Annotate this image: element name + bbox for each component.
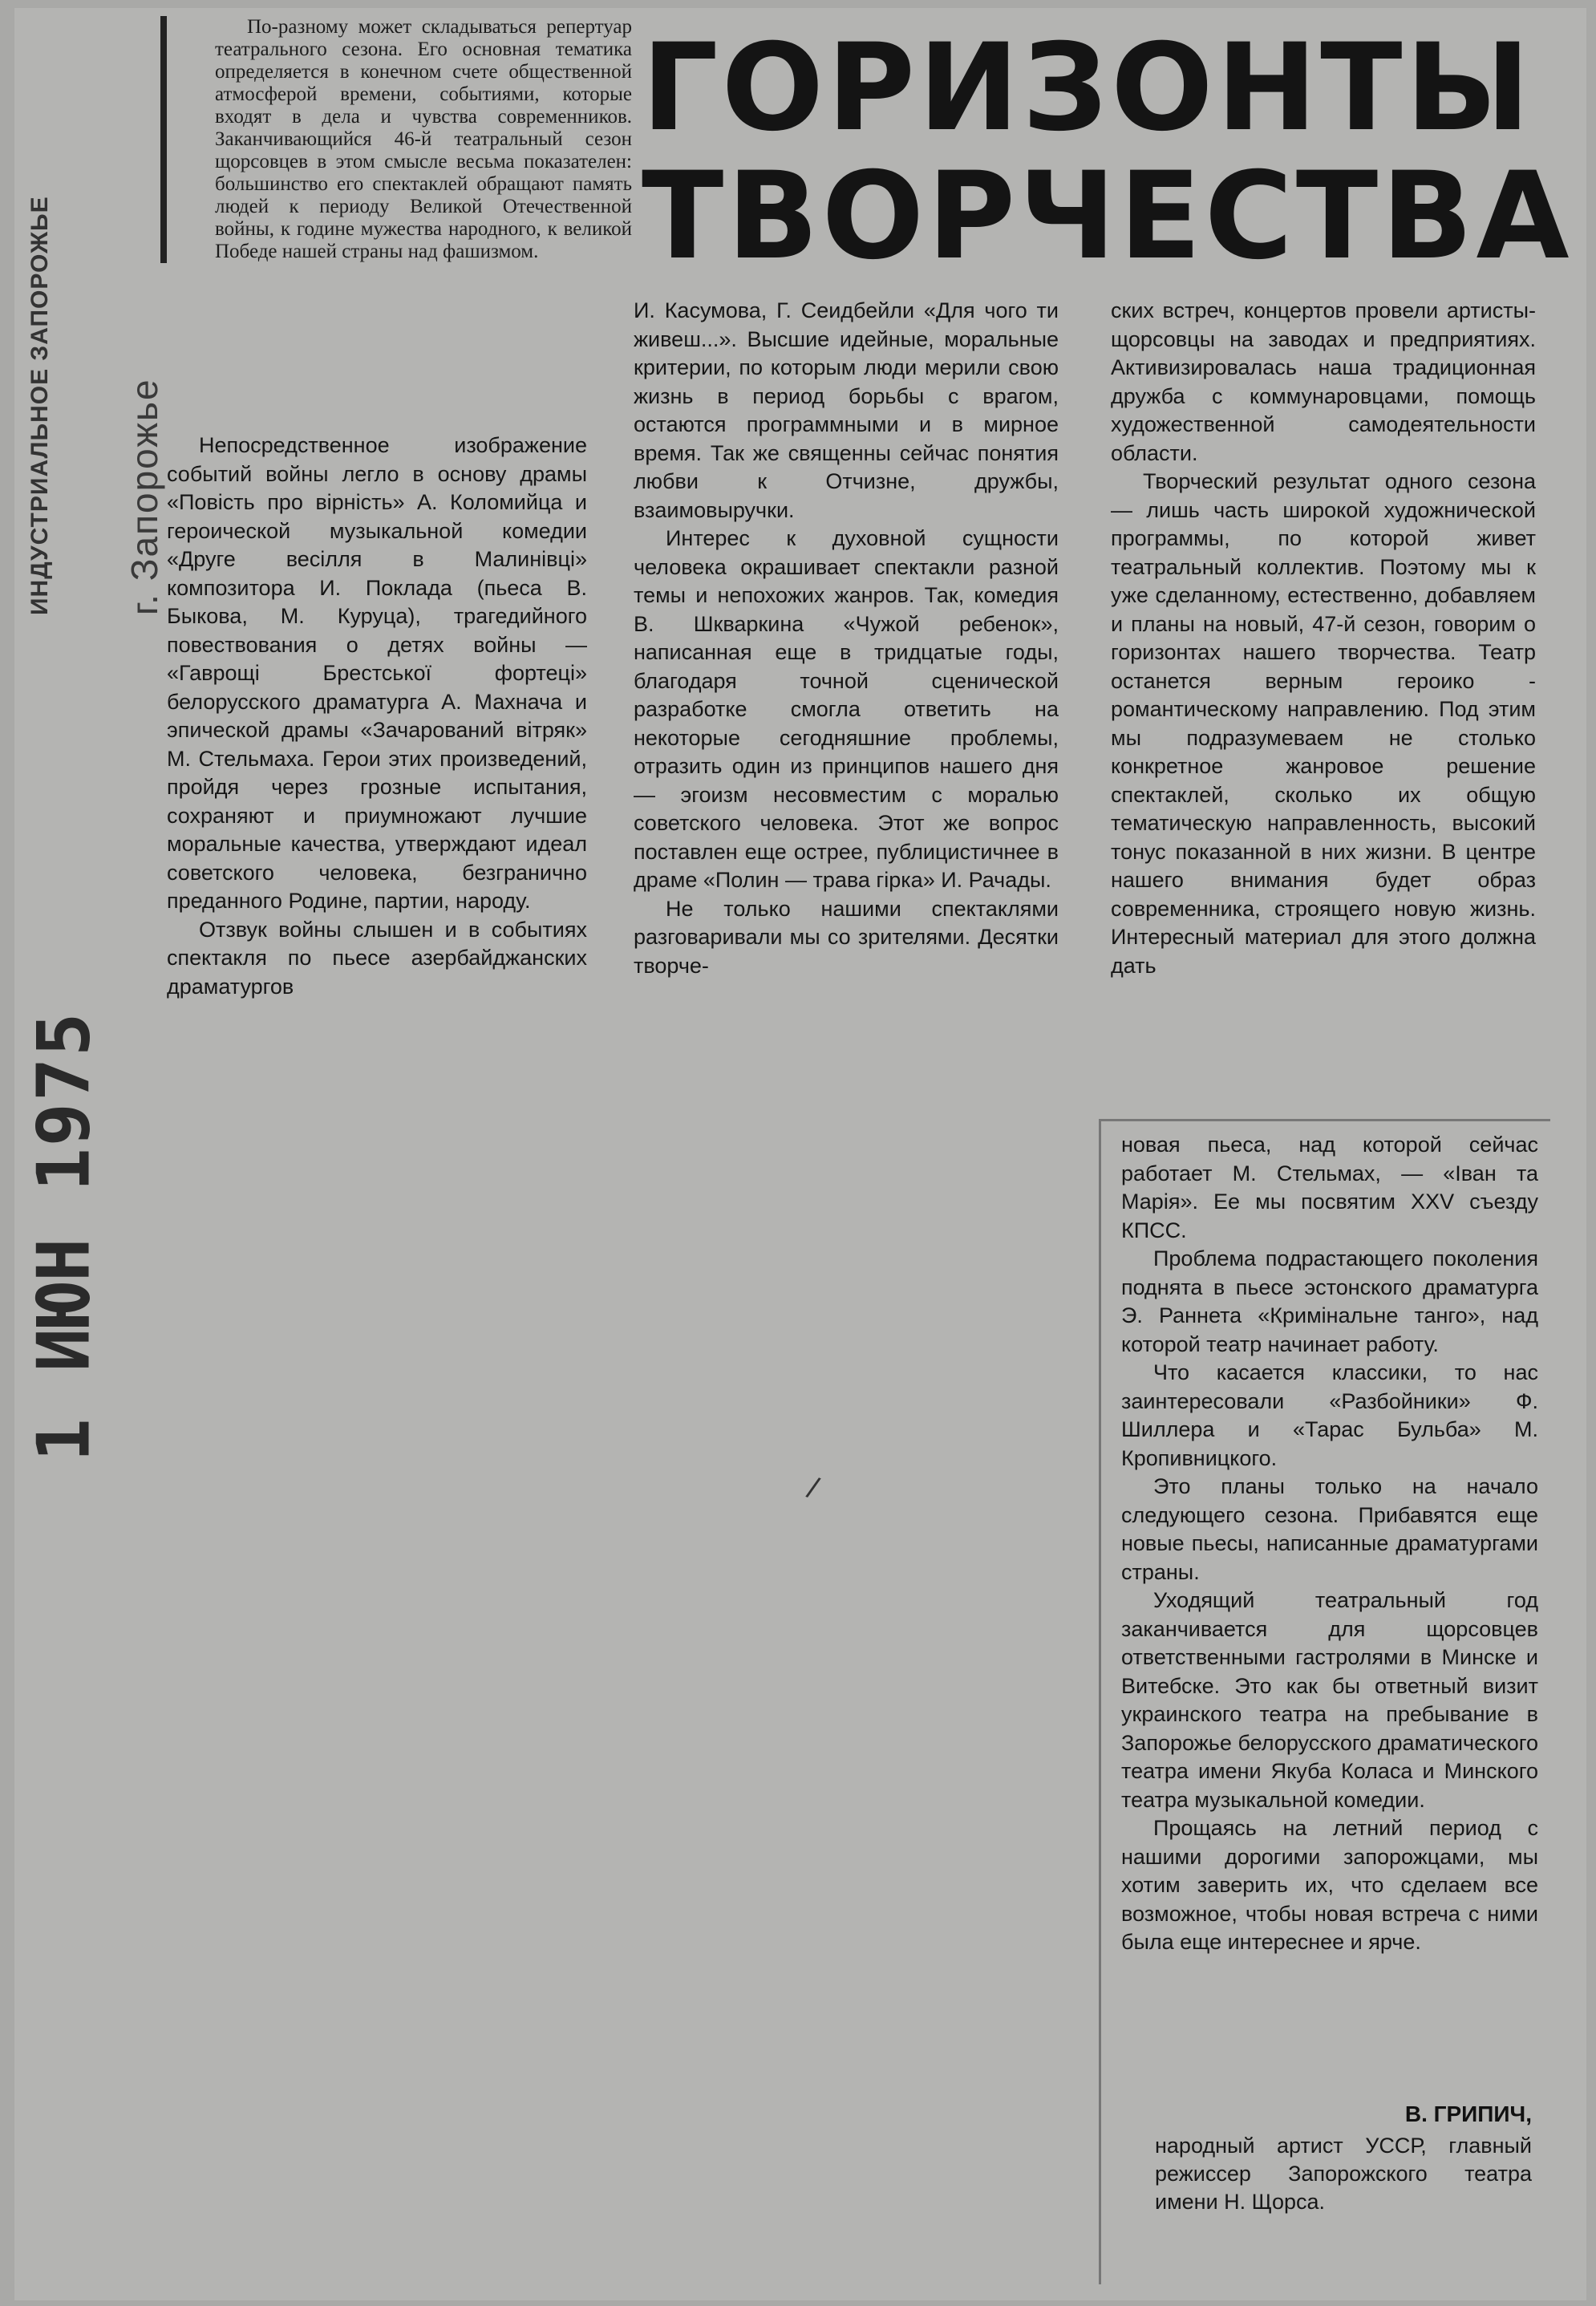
article-title [642, 18, 1573, 286]
source-stamp [26, 196, 165, 674]
paragraph: Творческий результат одного сезона — лишь часть широкой художнической программы, по которой живет театральный коллектив. Поэтому мы к уже сделанному, естественно, добавляем и планы на новый, 47-й сезон, говорим о горизонтах нашего творчества. Театр останется верным героико - романтическому направлению. Под этим мы подразумеваем не столько конкретное жанровое решение спектаклей, сколько их общую тематическую направленность, высокий тонус показанной в них жизни. В центре нашего внимания будет образ современника, строящего новую жизнь. Интересный материал для этого должна дать [1111, 469, 1536, 978]
paragraph: Что касается классики, то нас заинтересовали «Разбойники» Ф. Шиллера и «Тарас Бульба» М. Кропивницкого. [1121, 1360, 1538, 1470]
title-line-1: ГОРИЗОНТЫ [642, 18, 1533, 158]
paragraph: Отзвук войны слышен и в событиях спектакля по пьесе азербайджанских драматургов [167, 917, 587, 999]
paragraph: Это планы только на начало следующего сезона. Прибавятся еще новые пьесы, написанные драматургами страны. [1121, 1474, 1538, 1584]
pen-mark: / [803, 1471, 823, 1506]
paragraph: ских встреч, концертов провели артисты-щорсовцы на заводах и предприятиях. Активизировалась наша традиционная дружба с коммунаровцами, помощь художественной самодеятельности области. [1111, 298, 1536, 465]
paragraph: Уходящий театральный год заканчивается для щорсовцев ответственными гастролями в Минске и Витебске. Это как бы ответный визит украинского театра на пребывание в Запорожье белорусского драматического театра имени Якуба Коласа и Минского театра музыкальной комедии. [1121, 1588, 1538, 1812]
author-title: народный артист УССР, главный режиссер Запорожского театра имени Н. Щорса. [1155, 2134, 1532, 2214]
paragraph: И. Касумова, Г. Сеидбейли «Для чого ти живеш...». Высшие идейные, моральные критерии, по которым люди мерили свою жизнь в период борьбы с врагом, остаются программными и в мирное время. Так же священны сейчас понятия любви к Отчизне, дружбы, взаимовыручки. [634, 298, 1059, 522]
city-name: г. Запорожье [124, 378, 165, 615]
paragraph: Проблема подрастающего поколения поднята в пьесе эстонского драматурга Э. Раннета «Кримінальне танго», над которой театр начинает работу. [1121, 1246, 1538, 1356]
author-name: В. ГРИПИЧ, [1404, 2101, 1532, 2126]
column-1 [167, 432, 587, 1001]
column-3 [1111, 297, 1536, 980]
paragraph: новая пьеса, над которой сейчас работает М. Стельмах, — «Іван та Марія». Ее мы посвятим XXV съезду КПСС. [1121, 1133, 1538, 1242]
paragraph: Непосредственное изображение событий войны легло в основу драмы «Повість про вірність» А. Коломийца и героической музыкальной комедии «Друге весілля в Малинівці» композитора И. Поклада (пьеса В. Быкова, М. Куруца), трагедийного повествования о детях войны — «Гаврощі Брестської фортеці» белорусского драматурга А. Махнача и эпической драмы «Зачарований вітряк» М. Стельмаха. Герои этих произведений, пройдя через грозные испытания, сохраняют и приумножают лучшие моральные качества, утверждают идеал советского человека, безгранично преданного Родине, партии, народу. [167, 433, 587, 913]
title-line-2: ТВОРЧЕСТВА [642, 147, 1573, 286]
paragraph: Не только нашими спектаклями разговаривали мы со зрителями. Десятки творче- [634, 896, 1059, 978]
paragraph: Интерес к духовной сущности человека окрашивает спектакли разной темы и непохожих жанров. Так, комедия В. Шкваркина «Чужой ребенок», написанная еще в тридцатые годы, благодаря точной сценической разработке смогла ответить на некоторые сегодняшние проблемы, отразить один из принципов нашего дня — эгоизм несовместим с моралью советского человека. Этот же вопрос поставлен еще острее, публицистичнее в драме «Полин — трава гірка» И. Рачады. [634, 526, 1059, 892]
date-stamp: 1 ИЮН 1975 [22, 1011, 107, 1462]
publication-name: ИНДУСТРИАЛЬНОЕ ЗАПОРОЖЬЕ [26, 196, 53, 615]
article-lead: По-разному может складываться репертуар театрального сезона. Его основная тематика определяется в конечном счете общественной атмосферой времени, событиями, которые входят в дела и чувства современников. Заканчивающийся 46-й театральный сезон щорсовцев в этом смысле весьма показателен: большинство его спектаклей обращают память людей к периоду Великой Отечественной войны, к године мужества народного, к великой Победе нашей страны над фашизмом. [160, 16, 632, 263]
author-signature [1155, 2101, 1532, 2216]
column-2 [634, 297, 1059, 980]
paragraph: Прощаясь на летний период с нашими дорогими запорожцами, мы хотим заверить их, что сделаем все возможное, чтобы новая встреча с ними была еще интереснее и ярче. [1121, 1816, 1538, 1954]
column-4 [1121, 1131, 1538, 1957]
